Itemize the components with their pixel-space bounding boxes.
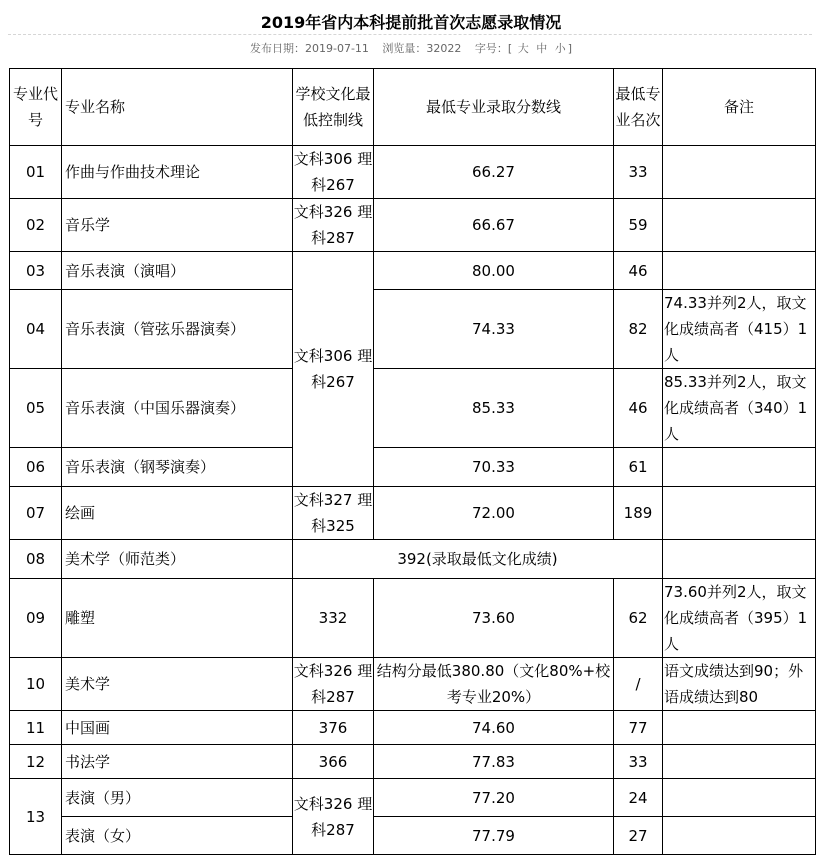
cell-score: 85.33 [374,369,614,448]
cell-score: 73.60 [374,579,614,658]
cell-code: 11 [10,711,62,745]
cell-note [663,448,816,487]
views-label: 浏览量： [382,42,427,55]
cell-note [663,779,816,817]
font-size-close: ] [567,42,573,55]
table-row [10,540,816,579]
cell-code: 02 [10,199,62,252]
cell-score: 74.60 [374,711,614,745]
header-code: 专业代号 [10,69,62,146]
table-row [10,199,816,252]
publish-label: 发布日期： [249,42,305,55]
cell-rank: 61 [614,448,663,487]
table-row [10,369,816,448]
cell-name: 音乐表演（演唱） [62,252,293,290]
cell-score: 74.33 [374,290,614,369]
header-name: 专业名称 [62,69,293,146]
cell-name: 美术学（师范类） [62,540,293,579]
cell-note: 语文成绩达到90；外语成绩达到80 [663,658,816,711]
title-divider [8,34,812,35]
cell-culture: 文科326 理科287 [293,779,374,855]
cell-note [663,487,816,540]
cell-rank: 46 [614,369,663,448]
table-row [10,579,816,658]
cell-score: 70.33 [374,448,614,487]
header-score: 最低专业录取分数线 [374,69,614,146]
cell-note [663,146,816,199]
cell-score: 72.00 [374,487,614,540]
table-row [10,711,816,745]
cell-note: 73.60并列2人，取文化成绩高者（395）1人 [663,579,816,658]
cell-culture: 332 [293,579,374,658]
cell-name: 音乐表演（管弦乐器演奏） [62,290,293,369]
cell-rank: 27 [614,817,663,855]
cell-score: 80.00 [374,252,614,290]
cell-culture: 文科306 理科267 [293,252,374,487]
cell-culture: 文科326 理科287 [293,199,374,252]
cell-rank: 189 [614,487,663,540]
cell-name: 表演（女） [62,817,293,855]
header-culture: 学校文化最低控制线 [293,69,374,146]
cell-rank: 46 [614,252,663,290]
cell-name: 雕塑 [62,579,293,658]
cell-rank: 62 [614,579,663,658]
page-title: 2019年省内本科提前批首次志愿录取情况 [260,13,562,32]
font-size-control [475,42,572,55]
table-row [10,487,816,540]
table-header-row [10,69,816,146]
cell-name: 中国画 [62,711,293,745]
table-row [10,658,816,711]
cell-rank: 33 [614,146,663,199]
cell-score: 结构分最低380.80（文化80%+校考专业20%） [374,658,614,711]
table-row [10,745,816,779]
cell-culture: 文科326 理科287 [293,658,374,711]
cell-score: 66.67 [374,199,614,252]
cell-rank: 33 [614,745,663,779]
cell-code: 10 [10,658,62,711]
cell-name: 作曲与作曲技术理论 [62,146,293,199]
views-info [382,42,461,55]
cell-name: 书法学 [62,745,293,779]
font-size-large-link[interactable]: 大 [517,42,529,55]
cell-note [663,540,816,579]
publish-date: 2019-07-11 [304,42,369,55]
header-rank: 最低专业名次 [614,69,663,146]
cell-culture-merged: 392(录取最低文化成绩) [293,540,663,579]
cell-score: 77.20 [374,779,614,817]
cell-note [663,199,816,252]
cell-code: 12 [10,745,62,779]
cell-code: 09 [10,579,62,658]
cell-name: 表演（男） [62,779,293,817]
cell-code: 03 [10,252,62,290]
table-row [10,146,816,199]
publish-info [250,42,369,55]
header-note: 备注 [663,69,816,146]
cell-score: 66.27 [374,146,614,199]
cell-culture: 366 [293,745,374,779]
table-row [10,779,816,817]
table-row [10,252,816,290]
cell-score: 77.79 [374,817,614,855]
views-count: 32022 [426,42,462,55]
cell-rank: 59 [614,199,663,252]
table-row [10,290,816,369]
font-size-label: 字号：[ [474,42,513,55]
table-row [10,448,816,487]
cell-name: 音乐表演（中国乐器演奏） [62,369,293,448]
cell-name: 音乐表演（钢琴演奏） [62,448,293,487]
cell-rank: 82 [614,290,663,369]
cell-code: 01 [10,146,62,199]
admission-table [9,68,816,855]
cell-name: 绘画 [62,487,293,540]
cell-code: 08 [10,540,62,579]
cell-note: 85.33并列2人，取文化成绩高者（340）1人 [663,369,816,448]
cell-code: 07 [10,487,62,540]
font-size-small-link[interactable]: 小 [554,42,566,55]
cell-note [663,711,816,745]
cell-culture: 文科327 理科325 [293,487,374,540]
cell-score: 77.83 [374,745,614,779]
font-size-medium-link[interactable]: 中 [536,42,548,55]
article-meta [0,40,822,56]
cell-note [663,252,816,290]
cell-name: 音乐学 [62,199,293,252]
cell-code: 13 [10,779,62,855]
cell-name: 美术学 [62,658,293,711]
cell-rank: 24 [614,779,663,817]
cell-rank: / [614,658,663,711]
cell-culture: 376 [293,711,374,745]
cell-code: 06 [10,448,62,487]
cell-note [663,745,816,779]
cell-rank: 77 [614,711,663,745]
cell-culture: 文科306 理科267 [293,146,374,199]
cell-note: 74.33并列2人，取文化成绩高者（415）1人 [663,290,816,369]
cell-code: 05 [10,369,62,448]
cell-code: 04 [10,290,62,369]
